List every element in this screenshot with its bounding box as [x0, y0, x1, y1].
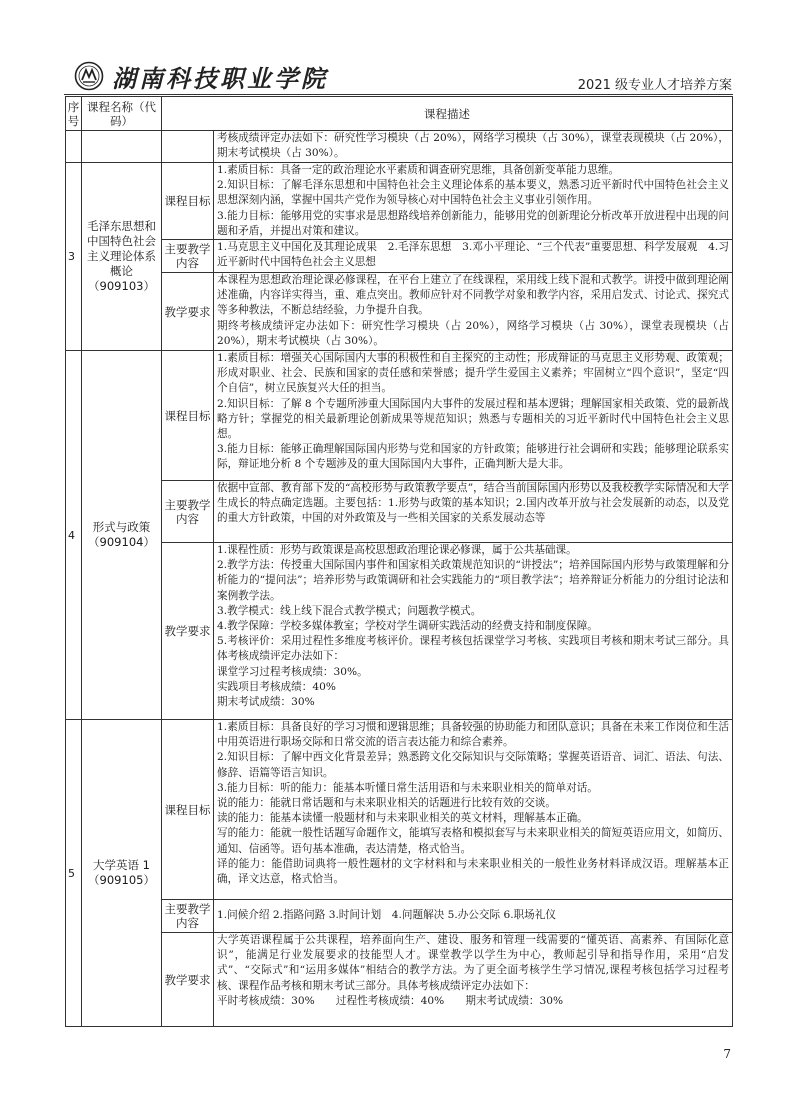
document-title: 2021 级专业人才培养方案: [577, 78, 732, 93]
desc-line: 大学英语课程属于公共课程，培养面向生产、建设、服务和管理一线需要的“懂英语、高素养、有国际化意识”，能满足行业发展要求的技能型人才。课堂教学以学生为中心，教师起引导和指导作用，采用“启发式”、“交际式”和“运用多媒体”相结合的教学方法。为了更全面考核学生学习情况,课程考核包括学习过程考核、课程作品考核和期末考试三部分。具体考核成绩评定办法如下：: [217, 934, 729, 992]
desc-line: 1.素质目标：增强关心国际国内大事的积极性和自主探究的主动性；形成辩证的马克思主义形势观、政策观；形成对职业、社会、民族和国家的责任感和荣誉感；提升学生爱国主义素养；牢固树立“四个意识”，坚定“四个自信”，树立民族复兴大任的担当。: [217, 352, 729, 395]
course-number: 5: [66, 720, 82, 1027]
section-label: 主要教学内容: [162, 240, 214, 273]
section-body: [214, 933, 733, 1027]
course-name: 大学英语 1（909105）: [82, 720, 162, 1027]
section-body: [214, 273, 733, 351]
section-body: [214, 240, 733, 273]
desc-line: 平时考核成绩：30% 过程性考核成绩：40% 期末考试成绩：30%: [217, 994, 564, 1007]
desc-line: 1.课程性质：形势与政策课是高校思想政治理论课必修课，属于公共基础课。: [217, 544, 577, 557]
section-body: [214, 481, 733, 543]
table-row-course-3: [66, 163, 733, 240]
desc-line: 期终考核成绩评定办法如下：研究性学习模块（占 20%），网络学习模块（占 30%），课堂表现模块（占 20%），期末考试模块（占 30%）。: [217, 319, 729, 347]
desc-line: 1.问候介绍 2.指路问路 3.时间计划 4.问题解决 5.办公交际 6.职场礼仪: [217, 909, 556, 922]
desc-line: 5.考核评价：采用过程性多维度考核评价。课程考核包括课堂学习考核、实践项目考核和期末考试三部分。具体考核成绩评定办法如下：: [217, 635, 729, 663]
desc-line: 3.教学模式：线上线下混合式教学模式；问题教学模式。: [217, 604, 482, 617]
table-header-row: [66, 97, 733, 131]
section-label: 主要教学内容: [162, 900, 214, 933]
header-divider: [64, 94, 733, 95]
page-number: 7: [723, 1047, 731, 1061]
empty-cell: [82, 131, 162, 163]
desc-line: 期末考试成绩：30%: [217, 696, 315, 709]
section-label: 教学要求: [162, 933, 214, 1027]
header-name: 课程名称（代码）: [82, 97, 162, 131]
header-no: 序号: [66, 97, 82, 131]
desc-line: 2.知识目标：了解中西文化背景差异；熟悉跨文化交际知识与交际策略；掌握英语语音、词汇、语法、句法、修辞、语篇等语言知识。: [217, 751, 729, 779]
table-row: [66, 543, 733, 720]
section-label: 课程目标: [162, 163, 214, 240]
course-number: 3: [66, 163, 82, 351]
desc-line: 2.知识目标：了解毛泽东思想和中国特色社会主义理论体系的基本要义，熟悉习近平新时代中国特色社会主义思想深刻内涵，掌握中国共产党作为领导核心对中国特色社会主义事业引领作用。: [217, 179, 729, 207]
table-row-course-4: [66, 351, 733, 481]
course-name: 形式与政策（909104）: [82, 351, 162, 720]
empty-cell: [162, 131, 214, 163]
desc-line: 1.马克思主义中国化及其理论成果 2.毛泽东思想 3.邓小平理论、“三个代表”重要思想、科学发展观 4.习近平新时代中国特色社会主义思想: [217, 241, 729, 269]
desc-line: 实践项目考核成绩：40%: [217, 680, 336, 693]
course-table: [65, 96, 733, 1027]
course-number: 4: [66, 351, 82, 720]
desc-line: 1.素质目标：具备一定的政治理论水平素质和调查研究思维，具备创新变革能力思维。: [217, 164, 620, 176]
section-body: [214, 163, 733, 240]
desc-line: 2.知识目标：了解 8 个专题所涉重大国际国内大事件的发展过程和基本逻辑；理解国家相关政策、党的最新战略方针；掌握党的相关最新理论创新成果等规范知识；熟悉与专题相关的习近平新时代中国特色社会主义思想。: [217, 397, 729, 441]
table-row-course-5: [66, 720, 733, 900]
school-emblem-icon: [74, 61, 104, 91]
section-label: 主要教学内容: [162, 481, 214, 543]
table-row: [66, 481, 733, 543]
school-logo: [74, 58, 328, 94]
desc-line: 3.能力目标：能够正确理解国际国内形势与党和国家的方针政策；能够进行社会调研和实践；能够理论联系实际，辩证地分析 8 个专题涉及的重大国际国内大事件，正确判断大是大非。: [217, 443, 729, 471]
section-body: [214, 720, 733, 900]
desc-line: 考核成绩评定办法如下：研究性学习模块（占 20%），网络学习模块（占 30%），课堂表现模块（占 20%），期末考试模块（占 30%）。: [217, 132, 729, 160]
desc-line: 3.能力目标：能够用党的实事求是思想路线培养创新能力，能够用党的创新理论分析改革开放进程中出现的问题和矛盾，并提出对策和建议。: [217, 209, 729, 237]
continuation-text: [214, 131, 733, 163]
section-label: 课程目标: [162, 720, 214, 900]
course-name: 毛泽东思想和中国特色社会主义理论体系概论（909103）: [82, 163, 162, 351]
section-body: [214, 351, 733, 481]
header-desc: 课程描述: [162, 97, 733, 131]
table-row: [66, 900, 733, 933]
page-header: [64, 50, 732, 94]
desc-line: 课堂学习过程考核成绩：30%。: [217, 665, 368, 678]
school-name: 湖南科技职业学院: [112, 63, 328, 93]
desc-line: 写的能力：能就一般性话题写命题作文，能填写表格和模拟套写与未来职业相关的简短英语应用文，如简历、通知、信函等。语句基本准确，表达清楚，格式恰当。: [217, 827, 729, 855]
desc-line: 4.教学保障：学校多媒体教室；学校对学生调研实践活动的经费支持和制度保障。: [217, 620, 598, 633]
desc-line: 3.能力目标：听的能力：能基本听懂日常生活用语和与未来职业相关的简单对话。: [217, 781, 598, 794]
desc-line: 本课程为思想政治理论课必修课程，在平台上建立了在线课程，采用线上线下混和式教学。讲授中做到理论阐述准确，内容详实得当，重、难点突出。教师应针对不同教学对象和教学内容，采用启发式、讨论式、探究式等多种教法，不断总结经验，力争提升自我。: [217, 274, 729, 317]
desc-line: 依据中宣部、教育部下发的“高校形势与政策教学要点”，结合当前国际国内形势以及我校教学实际情况和大学生成长的特点确定选题。主要包括：1.形势与政策的基本知识；2.国内改革开放与社会发展新的动态，以及党的重大方针政策，中国的对外政策及与一些相关国家的关系发展动态等: [217, 482, 729, 525]
table-row: [66, 240, 733, 273]
table-row: [66, 933, 733, 1027]
desc-line: 2.教学方法：传授重大国际国内事件和国家相关政策规范知识的“讲授法”；培养国际国内形势与政策理解和分析能力的“提问法”；培养形势与政策调研和社会实践能力的“项目教学法”；培养辩证分析能力的分组讨论法和案例教学法。: [217, 559, 729, 602]
continuation-row: [66, 131, 733, 163]
section-label: 教学要求: [162, 543, 214, 720]
desc-line: 说的能力：能就日常话题和与未来职业相关的话题进行比较有效的交谈。: [217, 797, 556, 810]
section-label: 教学要求: [162, 273, 214, 351]
section-body: [214, 900, 733, 933]
empty-cell: [66, 131, 82, 163]
section-body: [214, 543, 733, 720]
desc-line: 读的能力：能基本读懂一般题材和与未来职业相关的英文材料，理解基本正确。: [217, 812, 588, 825]
desc-line: 译的能力：能借助词典将一般性题材的文字材料和与未来职业相关的一般性业务材料译成汉语。理解基本正确，译文达意，格式恰当。: [217, 857, 729, 886]
table-row: [66, 273, 733, 351]
section-label: 课程目标: [162, 351, 214, 481]
desc-line: 1.素质目标：具备良好的学习习惯和逻辑思维；具备较强的协助能力和团队意识；具备在未来工作岗位和生活中用英语进行职场交际和日常交流的语言表达能力和综合素养。: [217, 721, 729, 749]
